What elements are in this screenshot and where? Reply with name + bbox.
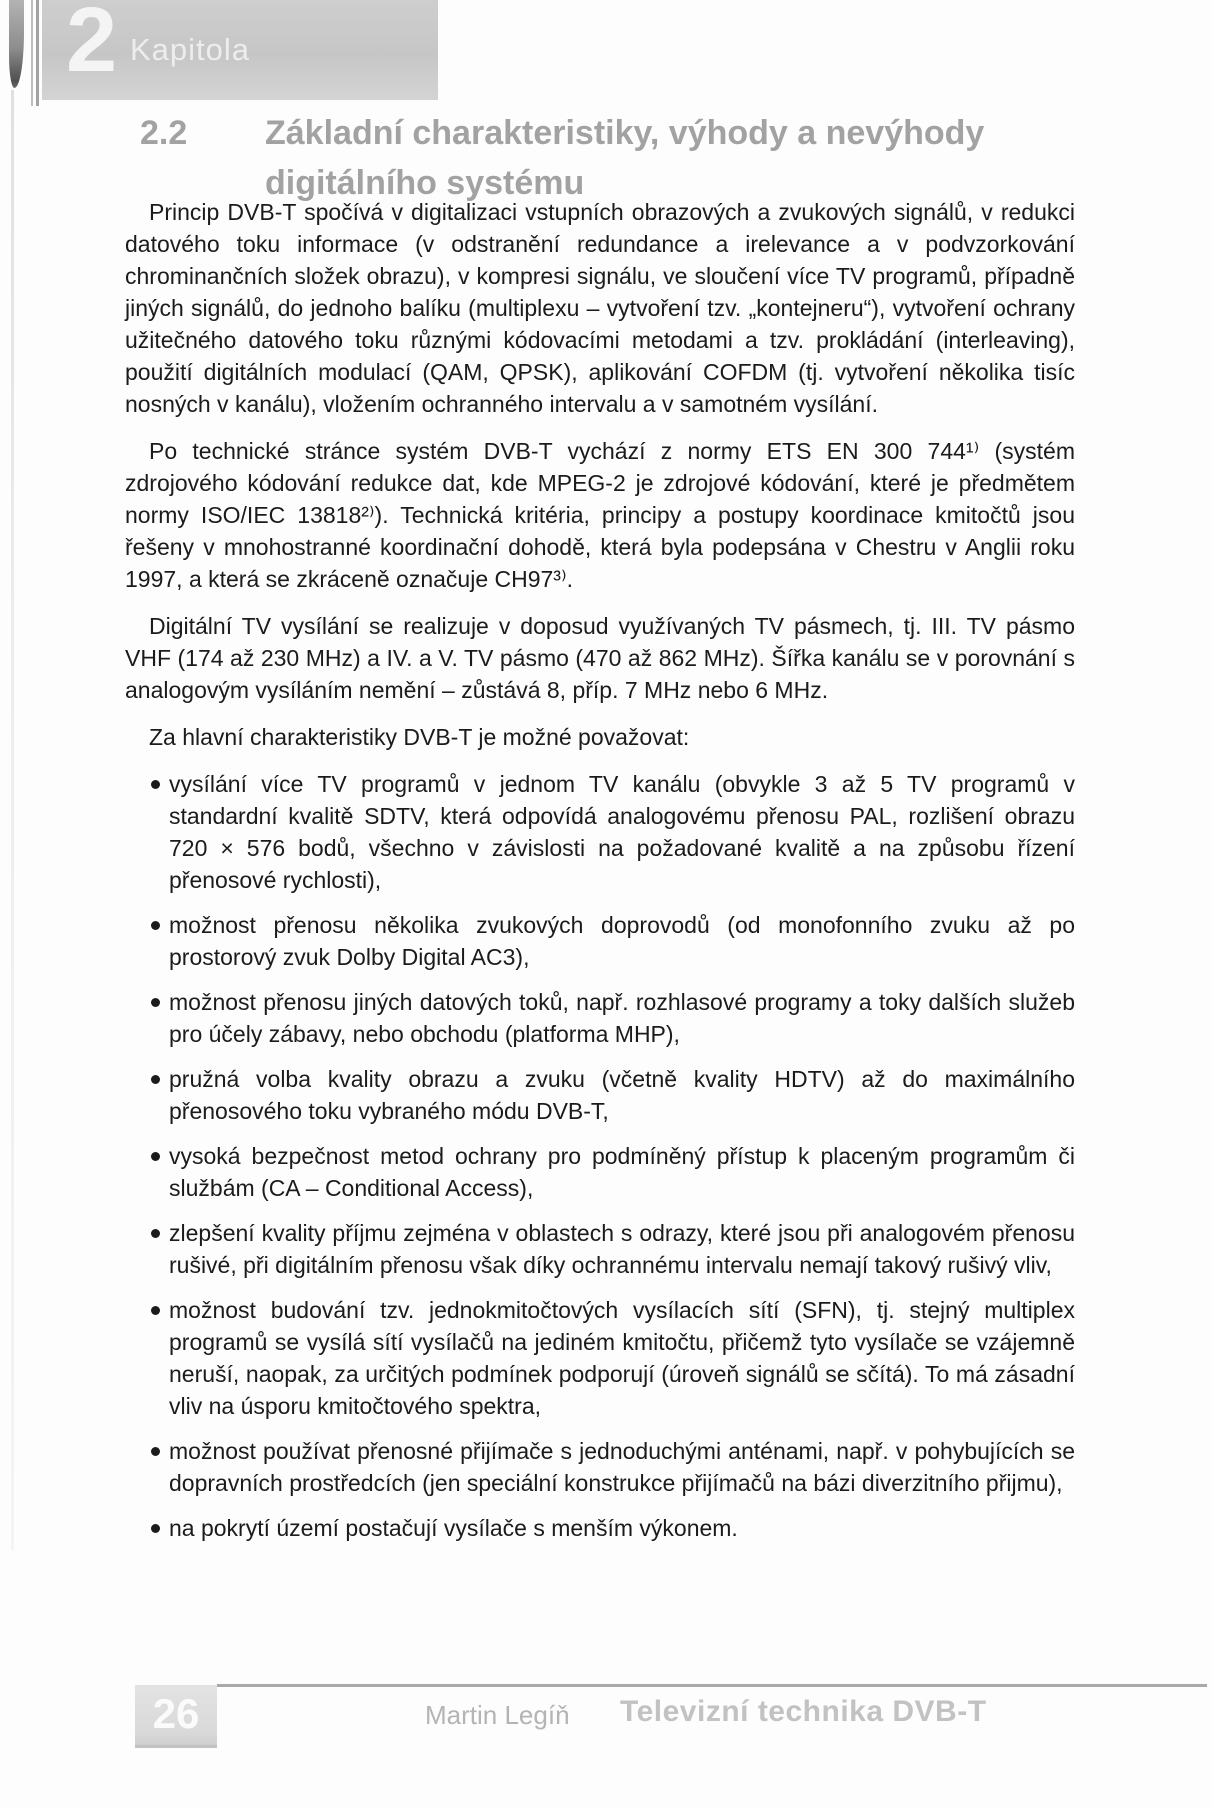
section-number: 2.2 [140, 114, 188, 152]
bullet-item: možnost používat přenosné přijímače s jednoduchými anténami, např. v pohybujících se dopravních prostředcích (jen speciální konstrukce přijímačů na bázi diverzitního přijmu), [125, 1435, 1075, 1499]
section-title [265, 108, 984, 208]
paragraph: Digitální TV vysílání se realizuje v doposud využívaných TV pásmech, tj. III. TV pásmo VHF (174 až 230 MHz) a IV. a V. TV pásmo (470 až 862 MHz). Šířka kanálu se v porovnání s analogovým vysíláním nemění – zůstává 8, příp. 7 MHz nebo 6 MHz. [125, 613, 1075, 703]
chapter-number: 2 [66, 0, 118, 91]
paragraph: Za hlavní charakteristiky DVB-T je možné považovat: [149, 724, 690, 750]
section-title-line1: Základní charakteristiky, výhody a nevýhody [265, 114, 985, 152]
footer-author: Martin Legíň [425, 1700, 570, 1730]
bullet-list [125, 768, 1075, 1544]
section-heading [140, 108, 1090, 208]
bullet-item: možnost budování tzv. jednokmitočtových vysílacích sítí (SFN), tj. stejný multiplex programů se vysílá sítí vysílačů na jediném kmitočtu, přičemž tyto vysílače se vzájemně neruší, naopak, za určitých podmínek podporují (úroveň signálů se sčítá). To má zásadní vliv na úsporu kmitočtového spektra, [125, 1294, 1075, 1422]
bullet-item: pružná volba kvality obrazu a zvuku (včetně kvality HDTV) až do maximálního přenosového toku vybraného módu DVB-T, [125, 1063, 1075, 1127]
footer-book-title: Televizní technika DVB-T [620, 1695, 987, 1728]
scan-binding-line [31, 0, 33, 106]
bullet-item: zlepšení kvality příjmu zejména v oblastech s odrazy, které jsou při analogovém přenosu rušivé, při digitálním přenosu však díky ochrannému intervalu nemají takový rušivý vliv, [125, 1217, 1075, 1281]
scan-binding-line [36, 0, 39, 106]
bullet-item: možnost přenosu několika zvukových doprovodů (od monofonního zvuku až po prostorový zvuk Dolby Digital AC3), [125, 909, 1075, 973]
bullet-item: vysílání více TV programů v jednom TV kanálu (obvykle 3 až 5 TV programů v standardní kvalitě SDTV, která odpovídá analogovému přenosu PAL, rozlišení obrazu 720 × 576 bodů, všechno v závislosti na požadované kvalitě a na způsobu řízení přenosové rychlosti), [125, 768, 1075, 896]
page-body [125, 196, 1075, 1557]
footer-page-number-box [135, 1685, 217, 1748]
page-number: 26 [152, 1690, 200, 1737]
chapter-banner [42, 0, 438, 100]
paragraph: Princip DVB-T spočívá v digitalizaci vstupních obrazových a zvukových signálů, v redukci datového toku informace (v odstranění redundance a irelevance a v podvzorkování chrominančních složek obrazu), v kompresi signálu, ve sloučení více TV programů, případně jiných signálů, do jednoho balíku (multiplexu – vytvoření tzv. „kontejneru“), vytvoření ochrany užitečného datového toku různými kódovacími metodami a tzv. prokládání (interleaving), použití digitálních modulací (QAM, QPSK), aplikování COFDM (tj. vytvoření několika tisíc nosných v kanálu), vložením ochranného intervalu a v samotném vysílání. [125, 199, 1075, 417]
paragraph: Po technické stránce systém DVB-T vychází z normy ETS EN 300 744¹⁾ (systém zdrojového kódování redukce dat, kde MPEG-2 je zdrojové kódování, které je předmětem normy ISO/IEC 13818²⁾). Technická kritéria, principy a postupy koordinace kmitočtů jsou řešeny v mnohostranné koordinační dohodě, která byla podepsána v Chestru v Anglii roku 1997, a která se zkráceně označuje CH97³⁾. [125, 438, 1075, 592]
chapter-label: Kapitola [130, 32, 251, 67]
scan-binding-mark [9, 0, 24, 88]
section-title-line2: digitálního systému [265, 164, 585, 202]
bullet-item: možnost přenosu jiných datových toků, např. rozhlasové programy a toky dalších služeb pro účely zábavy, nebo obchodu (platforma MHP), [125, 986, 1075, 1050]
paragraph-group [125, 196, 1075, 753]
bullet-item: vysoká bezpečnost metod ochrany pro podmíněný přístup k placeným programům či službám (CA – Conditional Access), [125, 1140, 1075, 1204]
bullet-item: na pokrytí území postačují vysílače s menším výkonem. [125, 1512, 1075, 1544]
scan-page-edge-shadow [11, 90, 14, 1550]
footer-rule [217, 1684, 1207, 1687]
